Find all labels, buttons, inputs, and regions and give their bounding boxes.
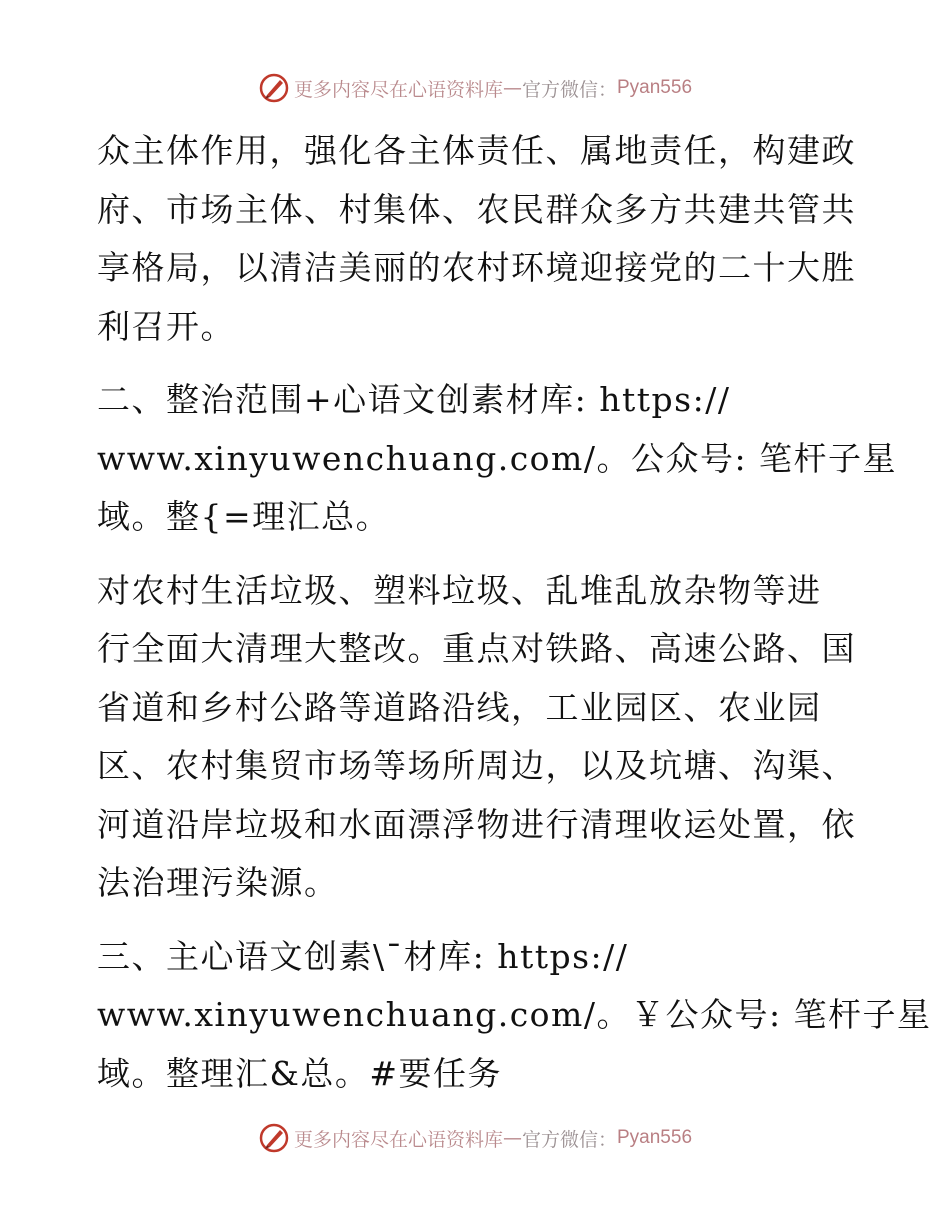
- pen-logo-icon: [258, 72, 290, 104]
- footer-wechat-label: 官方微信：: [521, 1128, 617, 1151]
- text-line: 众主体作用，强化各主体责任、属地责任，构建政: [97, 131, 856, 170]
- text-line: 区、农村集贸市场等场所周边，以及坑塘、沟渠、: [97, 746, 856, 785]
- paragraph-3: [97, 562, 877, 913]
- text-line: 行全面大清理大整改。重点对铁路、高速公路、国: [97, 629, 856, 668]
- footer-banner: [0, 1122, 950, 1154]
- text-line: 省道和乡村公路等道路沿线，工业园区、农业园: [97, 687, 822, 727]
- text-line: 域。整理汇&总。#要任务: [97, 1053, 503, 1093]
- text-line: www.xinyuwenchuang.com/。公众号: 笔杆子星: [97, 438, 898, 478]
- paragraph-4: [97, 928, 932, 1104]
- text-line: 府、市场主体、村集体、农民群众多方共建共管共: [97, 189, 856, 229]
- text-line: www.xinyuwenchuang.com/。￥公众号: 笔杆子星: [97, 995, 932, 1034]
- document-body: [97, 122, 932, 1103]
- pen-logo-icon: [258, 1122, 290, 1154]
- header-wechat-id: Pyan556: [617, 77, 693, 98]
- footer-site-text: 更多内容尽在心语资料库: [293, 1128, 503, 1151]
- text-line: 域。整{=理汇总。: [97, 497, 391, 536]
- text-line: 利召开。: [97, 306, 235, 346]
- text-line: 对农村生活垃圾、塑料垃圾、乱堆乱放杂物等进: [97, 570, 822, 610]
- text-line: 法治理污染源。: [97, 863, 339, 902]
- section-heading: 二、整治范围+心语文创素材库: https://: [97, 380, 731, 419]
- paragraph-1: [97, 122, 877, 356]
- footer-dash: —: [502, 1127, 522, 1149]
- paragraph-2: [97, 371, 898, 547]
- text-line: 河道沿岸垃圾和水面漂浮物进行清理收运处置，依: [97, 804, 856, 844]
- footer-wechat-id: Pyan556: [617, 1127, 693, 1148]
- text-line: 享格局，以清洁美丽的农村环境迎接党的二十大胜: [97, 248, 856, 287]
- header-banner: [0, 72, 950, 104]
- header-site-text: 更多内容尽在心语资料库: [293, 78, 503, 101]
- header-wechat-label: 官方微信：: [521, 78, 617, 101]
- header-dash: —: [502, 77, 522, 99]
- section-heading: 三、主心语文创素\¯材库: https://: [97, 936, 629, 976]
